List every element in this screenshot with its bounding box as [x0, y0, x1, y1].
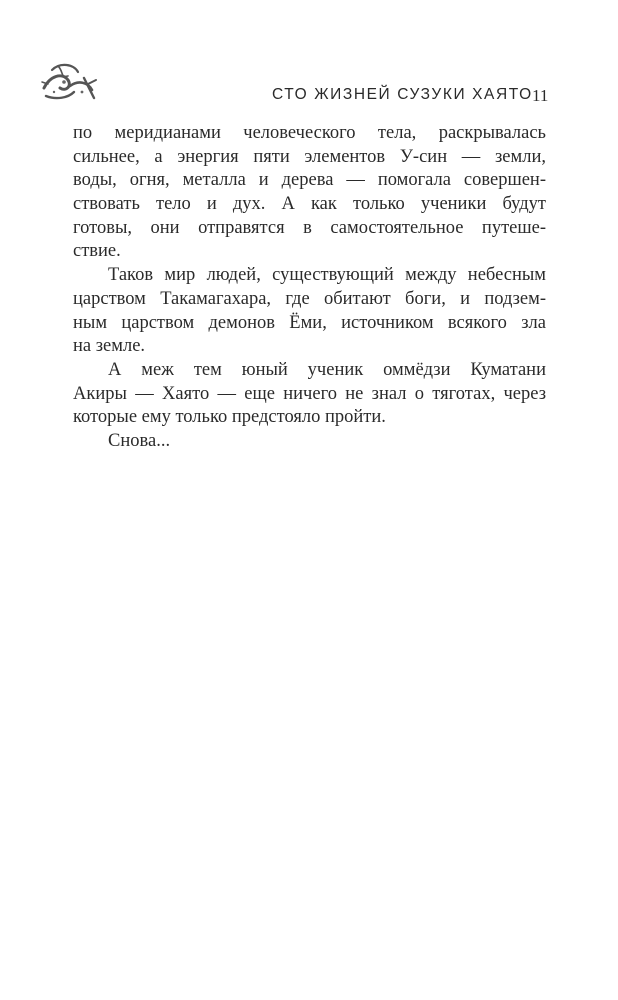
- paragraph-start-line: Снова...: [108, 430, 171, 451]
- text-line: ствие.: [73, 241, 121, 262]
- running-head: СТО ЖИЗНЕЙ СУЗУКИ ХАЯТО: [272, 86, 533, 103]
- text-line: которые ему только предстояло пройти.: [73, 407, 386, 428]
- paragraph-start-line: А меж тем юный ученик оммёдзи Куматани: [108, 359, 546, 380]
- paragraph-start-line: Таков мир людей, существующий между небесным: [108, 265, 546, 286]
- text-line: готовы, они отправятся в самостоятельное путеше-: [73, 217, 546, 238]
- wave-ornament-icon: [38, 58, 100, 104]
- page-number: 11: [532, 86, 549, 105]
- text-line: ствовать тело и дух. А как только ученики будут: [73, 194, 546, 215]
- text-line: Акиры — Хаято — еще ничего не знал о тяготах, через: [73, 383, 546, 404]
- text-line: по меридианами человеческого тела, раскрывалась: [73, 123, 546, 143]
- text-line: воды, огня, металла и дерева — помогала совершен-: [73, 170, 546, 191]
- body-text: [73, 122, 546, 454]
- text-line: ным царством демонов Ёми, источником всякого зла: [73, 312, 546, 333]
- text-line: царством Такамагахара, где обитают боги, и подзем-: [73, 288, 546, 309]
- text-line: на земле.: [73, 336, 146, 357]
- text-line: сильнее, а энергия пяти элементов У-син — земли,: [73, 146, 546, 167]
